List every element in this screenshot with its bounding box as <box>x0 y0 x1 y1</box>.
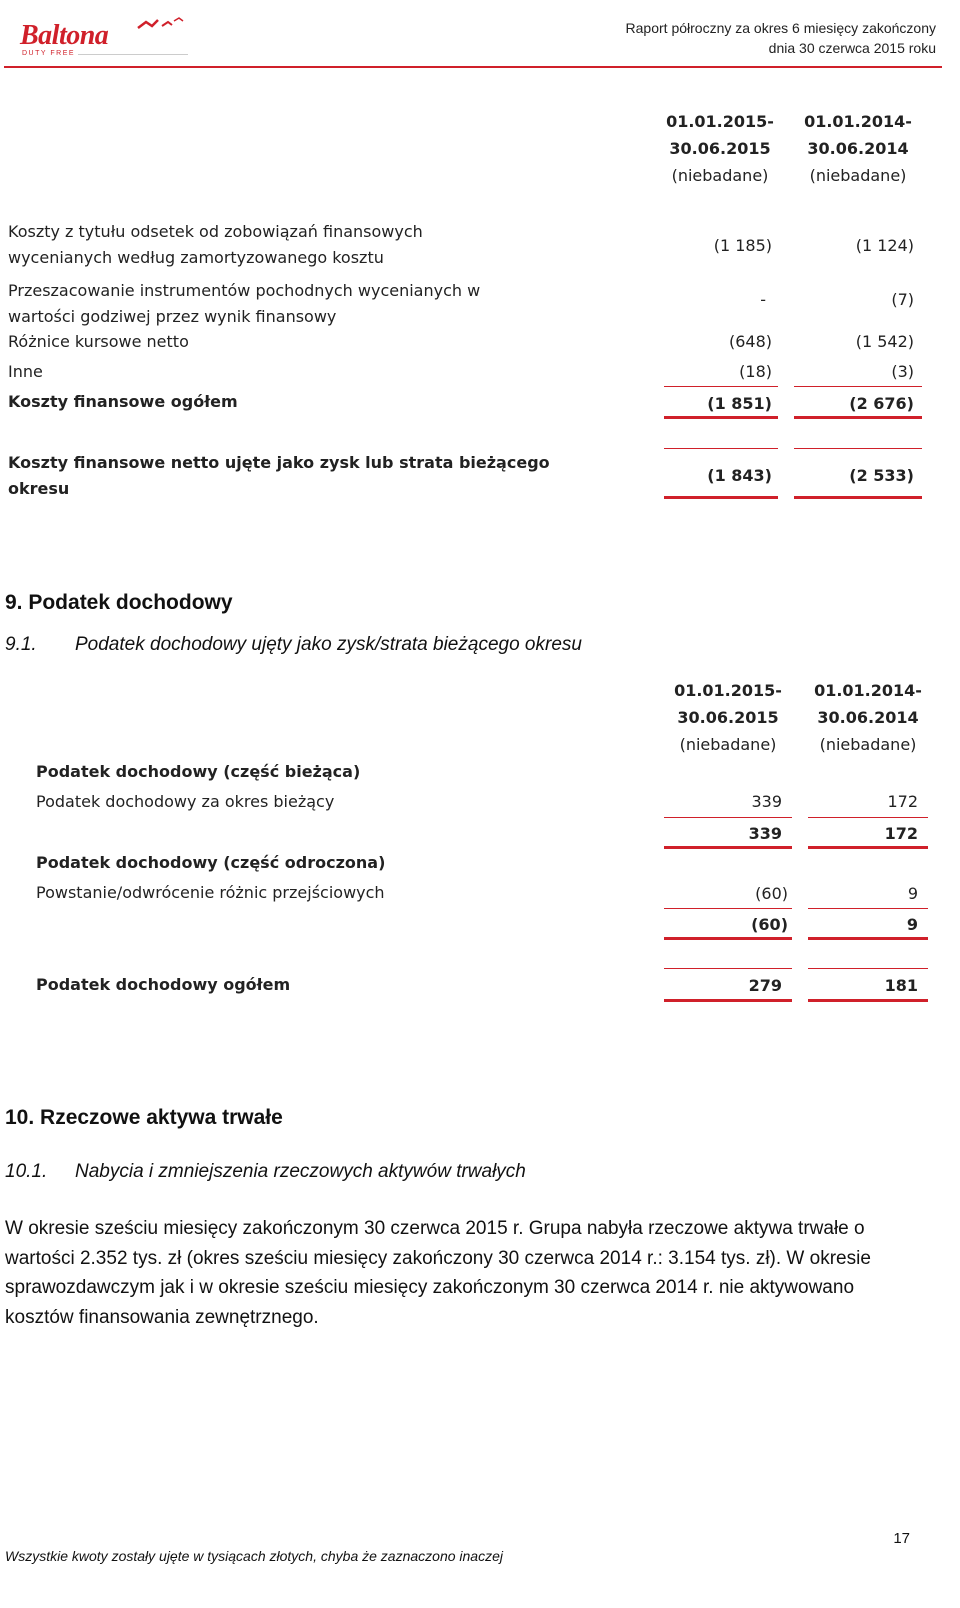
table2-value: (60) <box>755 884 788 903</box>
table2-current-heading: Podatek dochodowy (część bieżąca) <box>36 762 361 781</box>
report-title-line2: dnia 30 czerwca 2015 roku <box>768 40 936 56</box>
table2-subtotal: 172 <box>884 824 918 843</box>
table1-total-value: (2 676) <box>849 394 914 413</box>
table2-value: 172 <box>887 792 918 811</box>
logo-rule <box>78 54 188 55</box>
table2-rule <box>808 999 928 1002</box>
table2-subtotal: 339 <box>748 824 782 843</box>
section-10-heading: 10. Rzeczowe aktywa trwałe <box>5 1106 283 1129</box>
company-logo <box>18 10 178 58</box>
page-number: 17 <box>893 1530 910 1547</box>
table1-value: (1 542) <box>855 332 914 351</box>
table1-rule <box>664 448 778 449</box>
table1-col2-header: 01.01.2014- 30.06.2014 (niebadane) <box>804 112 912 185</box>
table1-net-value: (2 533) <box>849 466 914 485</box>
table1-value: - <box>760 290 766 309</box>
table1-rule <box>794 496 922 499</box>
table2-subtotal: (60) <box>751 915 788 934</box>
report-title-line1: Raport półroczny za okres 6 miesięcy zakończony <box>625 20 936 36</box>
table2-subtotal: 9 <box>906 915 918 934</box>
table2-rule <box>664 937 792 940</box>
table2-rule <box>664 817 792 818</box>
table1-rule <box>664 416 778 419</box>
table1-rule <box>664 496 778 499</box>
table2-total-value: 279 <box>748 976 782 995</box>
table2-rule <box>664 968 792 969</box>
table2-deferred-heading: Podatek dochodowy (część odroczona) <box>36 853 386 872</box>
table1-total-value: (1 851) <box>707 394 772 413</box>
table2-rule <box>808 937 928 940</box>
table1-net-value: (1 843) <box>707 466 772 485</box>
logo-subtitle: DUTY FREE <box>22 50 76 57</box>
section-10-1-number: 10.1. <box>5 1161 48 1182</box>
table1-value: (648) <box>728 332 772 351</box>
header-divider <box>4 66 942 68</box>
table1-row-label: Różnice kursowe netto <box>8 332 189 351</box>
table1-value: (1 185) <box>713 236 772 255</box>
table1-row-label: Inne <box>8 362 43 381</box>
table1-col1-header: 01.01.2015- 30.06.2015 (niebadane) <box>666 112 774 185</box>
table1-rule <box>664 386 778 387</box>
footer-note: Wszystkie kwoty zostały ujęte w tysiącach złotych, chyba że zaznaczono inaczej <box>5 1548 503 1564</box>
table2-value: 9 <box>907 884 918 903</box>
table1-rule <box>794 416 922 419</box>
section-9-1-number: 9.1. <box>5 634 37 655</box>
table1-net-label: Koszty finansowe netto ujęte jako zysk lub strata bieżącego okresu <box>8 453 550 498</box>
table1-total-label: Koszty finansowe ogółem <box>8 392 238 411</box>
table2-current-row-label: Podatek dochodowy za okres bieżący <box>36 792 335 811</box>
table1-value: (7) <box>891 290 914 309</box>
table2-total-value: 181 <box>884 976 918 995</box>
table1-row-label: Koszty z tytułu odsetek od zobowiązań finansowych wycenianych według zamortyzowanego kosztu <box>8 222 423 267</box>
table2-rule <box>808 968 928 969</box>
table2-rule <box>664 846 792 849</box>
table2-total-label: Podatek dochodowy ogółem <box>36 975 291 994</box>
birds-icon <box>136 16 186 34</box>
section-9-1-title: Podatek dochodowy ujęty jako zysk/strata bieżącego okresu <box>75 634 582 655</box>
table2-value: 339 <box>751 792 782 811</box>
table2-col2-header: 01.01.2014- 30.06.2014 (niebadane) <box>814 681 922 754</box>
table2-col1-header: 01.01.2015- 30.06.2015 (niebadane) <box>674 681 782 754</box>
table2-rule <box>664 999 792 1002</box>
logo-text: Baltona <box>20 20 109 51</box>
section-10-1-title: Nabycia i zmniejszenia rzeczowych aktywów trwałych <box>75 1161 526 1182</box>
section-9-heading: 9. Podatek dochodowy <box>5 591 233 614</box>
section-10-paragraph: W okresie sześciu miesięcy zakończonym 30 czerwca 2015 r. Grupa nabyła rzeczowe aktywa trwałe o wartości 2.352 tys. zł (okres sześciu miesięcy zakończony 30 czerwca 2014 r.: 3.154 tys. zł). W okresie sprawozdawczym jak i w okresie sześciu miesięcy zakończonym 30 czerwca 2014 r. nie aktywowano kosztów finansowania zewnętrznego. <box>5 1218 871 1328</box>
table1-row-label: Przeszacowanie instrumentów pochodnych wycenianych w wartości godziwej przez wynik finansowy <box>8 281 481 326</box>
table2-rule <box>808 817 928 818</box>
table1-value: (18) <box>739 362 772 381</box>
table2-rule <box>664 908 792 909</box>
table2-rule <box>808 846 928 849</box>
table2-rule <box>808 908 928 909</box>
table1-rule <box>794 386 922 387</box>
table1-rule <box>794 448 922 449</box>
table1-value: (3) <box>891 362 914 381</box>
table1-value: (1 124) <box>855 236 914 255</box>
table2-deferred-row-label: Powstanie/odwrócenie różnic przejściowych <box>36 883 385 902</box>
report-title <box>626 18 936 58</box>
